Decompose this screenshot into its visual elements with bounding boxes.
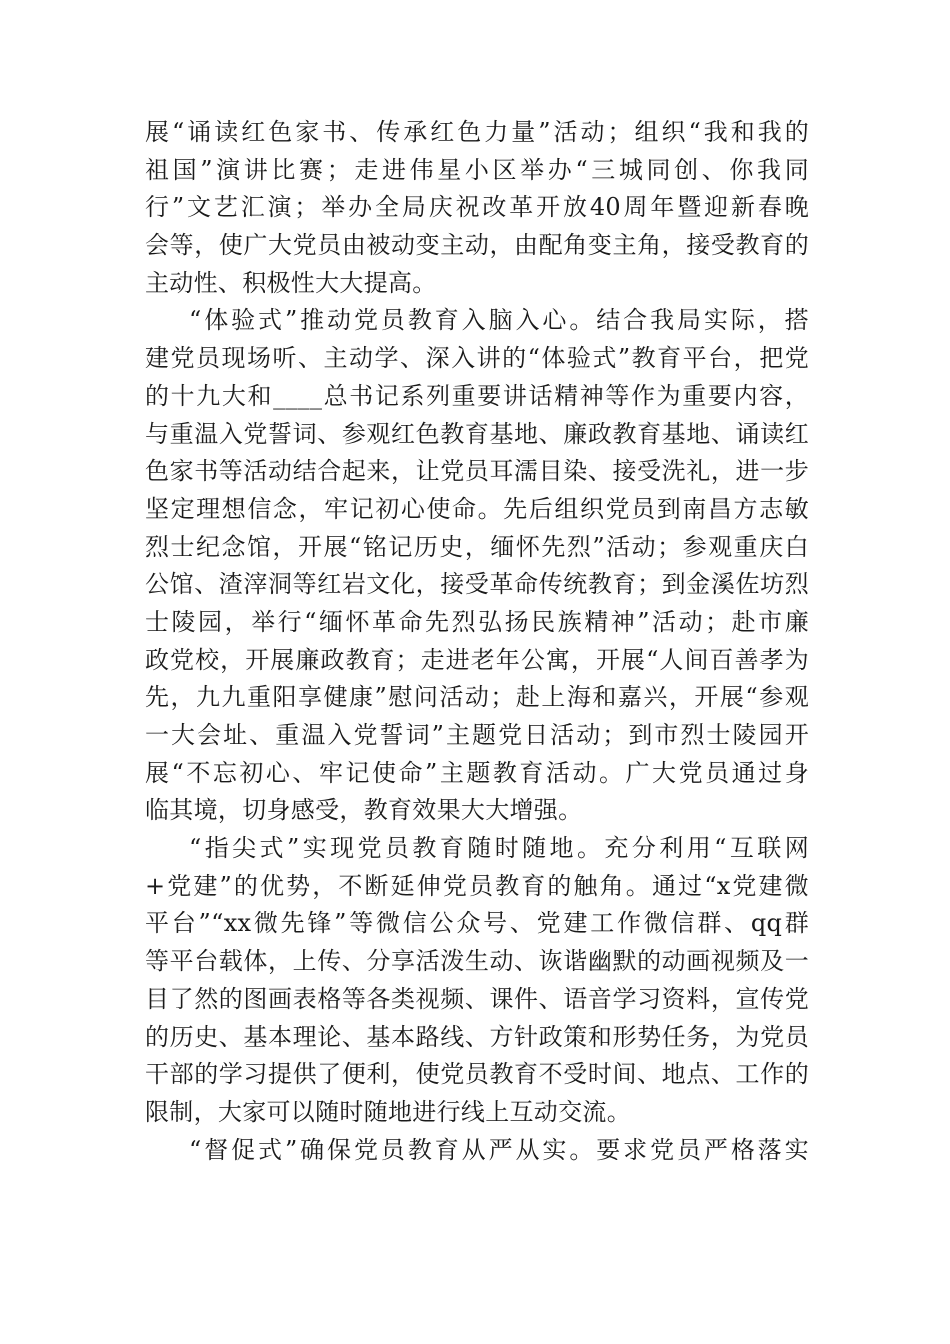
text-line: 干部的学习提供了便利，使党员教育不受时间、地点、工作的 [145, 1060, 809, 1089]
text-line: 临其境，切身感受，教育效果大大增强。 [145, 796, 583, 825]
text-line: 行”文艺汇演；举办全局庆祝改革开放40周年暨迎新春晚 [145, 193, 809, 222]
text-line: 的十九大和____总书记系列重要讲话精神等作为重要内容， [145, 381, 809, 410]
text-line: 等平台载体，上传、分享活泼生动、诙谐幽默的动画视频及一 [145, 947, 809, 976]
text-line: 烈士纪念馆，开展“铭记历史，缅怀先烈”活动；参观重庆白 [145, 532, 809, 561]
text-line: 色家书等活动结合起来，让党员耳濡目染、接受洗礼，进一步 [145, 457, 809, 486]
text-line: 主动性、积极性大大提高。 [145, 268, 437, 297]
text-line: 与重温入党誓词、参观红色教育基地、廉政教育基地、诵读红 [145, 419, 809, 448]
paragraph-heading-line: “指尖式”实现党员教育随时随地。充分利用“互联网 [189, 834, 809, 863]
text-line: 公馆、渣滓洞等红岩文化，接受革命传统教育；到金溪佐坊烈 [145, 570, 809, 599]
text-line: 坚定理想信念，牢记初心使命。先后组织党员到南昌方志敏 [145, 494, 809, 523]
text-line: 的历史、基本理论、基本路线、方针政策和形势任务，为党员 [145, 1022, 809, 1051]
text-line: 士陵园，举行“缅怀革命先烈弘扬民族精神”活动；赴市廉 [145, 607, 809, 636]
text-line: 祖国”演讲比赛；走进伟星小区举办“三城同创、你我同 [145, 155, 809, 184]
text-line: +党建”的优势，不断延伸党员教育的触角。通过“x党建微 [145, 871, 809, 900]
text-line: 展“不忘初心、牢记使命”主题教育活动。广大党员通过身 [145, 758, 809, 787]
text-line: 建党员现场听、主动学、深入讲的“体验式”教育平台，把党 [145, 344, 809, 373]
text-line: 展“诵读红色家书、传承红色力量”活动；组织“我和我的 [145, 118, 809, 146]
text-line: 目了然的图画表格等各类视频、课件、语音学习资料，宣传党 [145, 984, 809, 1013]
paragraph-heading-line: “督促式”确保党员教育从严从实。要求党员严格落实 [189, 1135, 809, 1164]
text-line: 政党校，开展廉政教育；走进老年公寓，开展“人间百善孝为 [145, 645, 809, 674]
text-line: 先，九九重阳享健康”慰问活动；赴上海和嘉兴，开展“参观 [145, 683, 809, 712]
paragraph-heading-line: “体验式”推动党员教育入脑入心。结合我局实际，搭 [189, 306, 809, 335]
text-line: 平台”“xx微先锋”等微信公众号、党建工作微信群、qq群 [145, 909, 809, 938]
text-line: 限制，大家可以随时随地进行线上互动交流。 [145, 1097, 631, 1126]
text-line: 会等，使广大党员由被动变主动，由配角变主角，接受教育的 [145, 231, 809, 260]
text-line: 一大会址、重温入党誓词”主题党日活动；到市烈士陵园开 [145, 721, 809, 749]
body-text [145, 114, 809, 1169]
